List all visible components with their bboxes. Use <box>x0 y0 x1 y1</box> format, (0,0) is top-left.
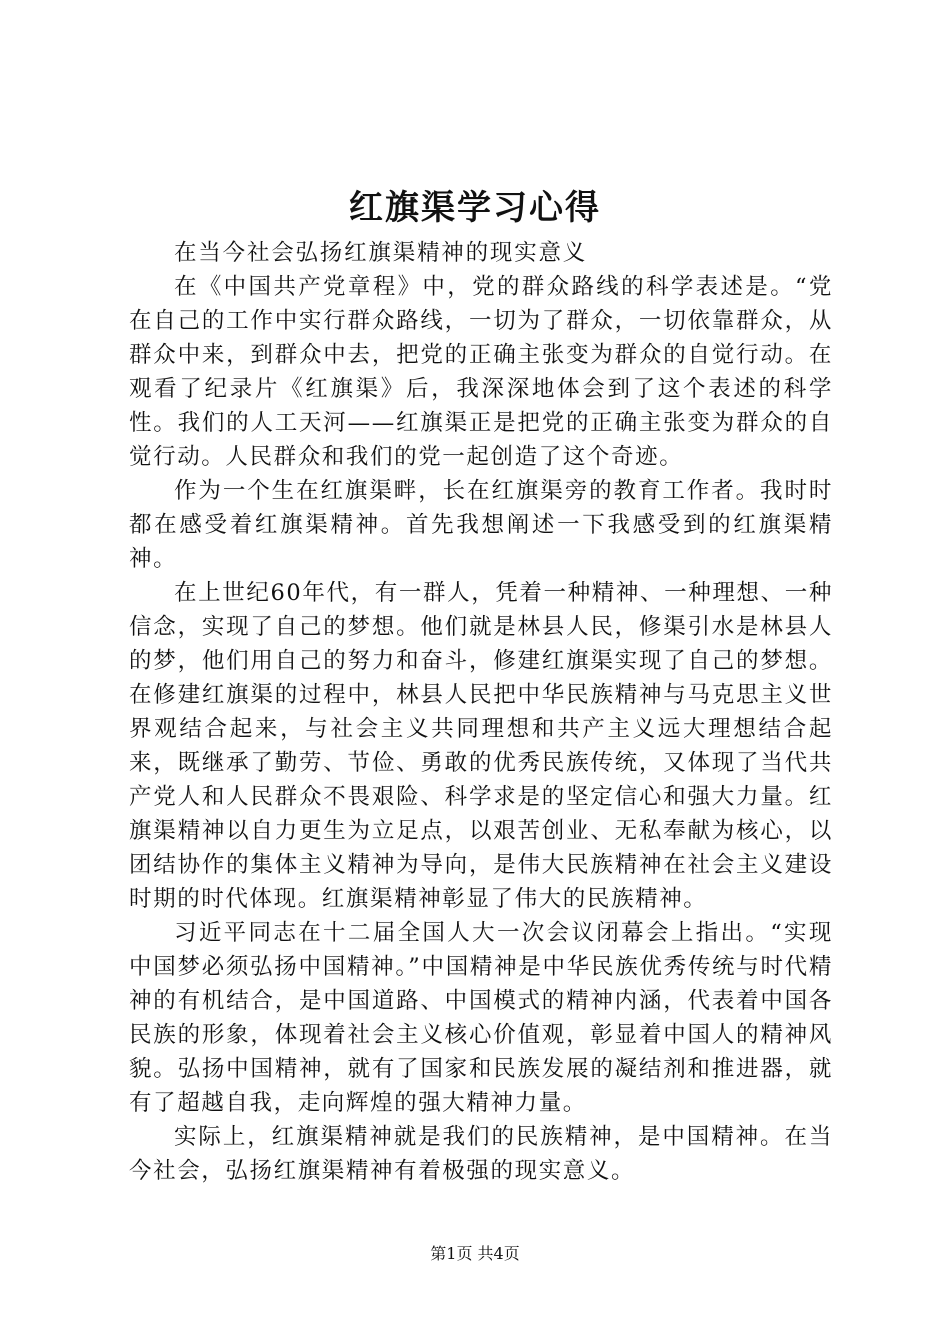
page-footer: 第1页 共4页 <box>430 1244 520 1263</box>
paragraph-1960s-history: 在上世纪60年代，有一群人，凭着一种精神、一种理想、一种信念，实现了自己的梦想。他们就是林县人民，修渠引水是林县人的梦，他们用自己的努力和奋斗，修建红旗渠实现了自己的梦想。在修建红旗渠的过程中，林县人民把中华民族精神与马克思主义世界观结合起来，与社会主义共同理想和共产主义远大理想结合起来，既继承了勤劳、节俭、勇敢的优秀民族传统，又体现了当代共产党人和人民群众不畏艰险、科学求是的坚定信心和强大力量。红旗渠精神以自力更生为立足点，以艰苦创业、无私奉献为核心，以团结协作的集体主义精神为导向，是伟大民族精神在社会主义建设时期的时代体现。红旗渠精神彰显了伟大的民族精神。 <box>129 580 833 912</box>
document-title: 红旗渠学习心得 <box>349 188 601 228</box>
paragraph-educator: 作为一个生在红旗渠畔，长在红旗渠旁的教育工作者。我时时都在感受着红旗渠精神。首先我想阐述一下我感受到的红旗渠精神。 <box>129 478 833 572</box>
paragraph-party-constitution: 在《中国共产党章程》中，党的群众路线的科学表述是。“党在自己的工作中实行群众路线，一切为了群众，一切依靠群众，从群众中来，到群众中去，把党的正确主张变为群众的自觉行动。在观看了纪录片《红旗渠》后，我深深地体会到了这个表述的科学性。我们的人工天河——红旗渠正是把党的正确主张变为群众的自觉行动。人民群众和我们的党一起创造了这个奇迹。 <box>129 274 833 470</box>
paragraph-conclusion: 实际上，红旗渠精神就是我们的民族精神，是中国精神。在当今社会，弘扬红旗渠精神有着极强的现实意义。 <box>129 1124 833 1184</box>
paragraph-chinese-spirit: 习近平同志在十二届全国人大一次会议闭幕会上指出。“实现中国梦必须弘扬中国精神。”中国精神是中华民族优秀传统与时代精神的有机结合，是中国道路、中国模式的精神内涵，代表着中国各民族的形象，体现着社会主义核心价值观，彰显着中国人的精神风貌。弘扬中国精神，就有了国家和民族发展的凝结剂和推进器，就有了超越自我，走向辉煌的强大精神力量。 <box>129 920 833 1116</box>
document-body <box>129 236 833 1188</box>
subtitle-paragraph: 在当今社会弘扬红旗渠精神的现实意义 <box>174 240 588 266</box>
